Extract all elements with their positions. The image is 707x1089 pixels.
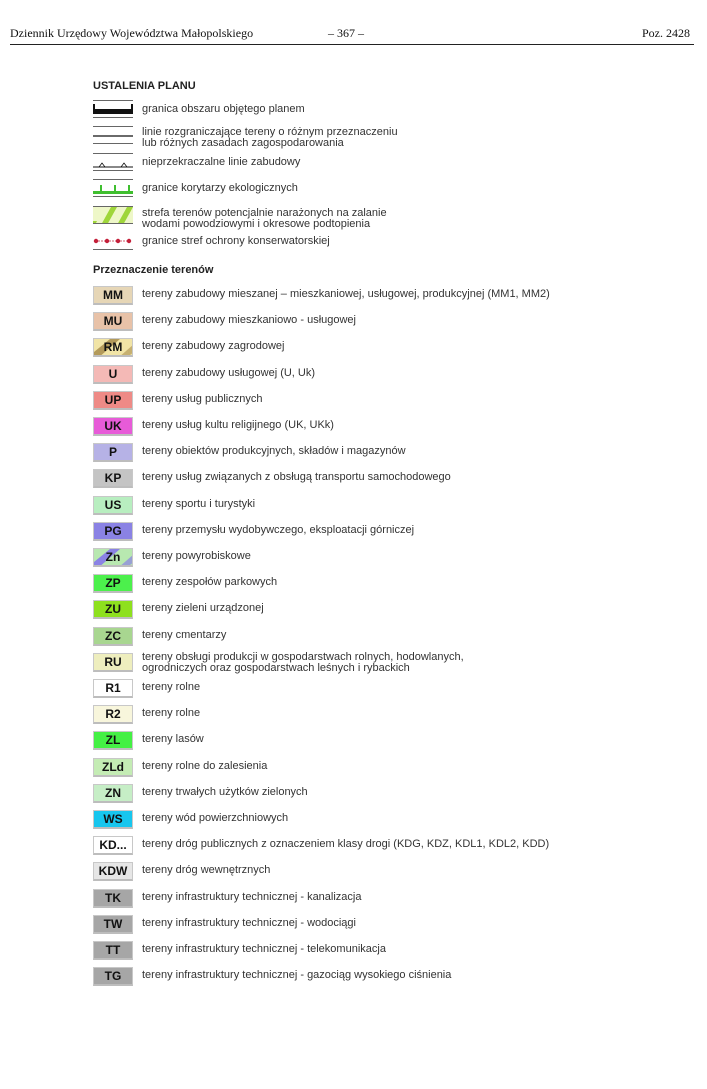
land-use-label: tereny zabudowy zagrodowej bbox=[142, 340, 285, 352]
land-use-label: tereny usług publicznych bbox=[142, 393, 263, 405]
land-use-code: ZL bbox=[105, 733, 121, 747]
land-use-code: PG bbox=[104, 524, 122, 538]
land-use-code: ZP bbox=[105, 576, 121, 590]
land-use-swatch bbox=[93, 836, 133, 855]
land-use-label: tereny dróg wewnętrznych bbox=[142, 864, 271, 876]
land-use-swatch bbox=[93, 679, 133, 698]
boundary-line-icon bbox=[93, 100, 133, 118]
land-use-code: R2 bbox=[105, 707, 121, 721]
plan-item-label: strefa terenów potencjalnie narażonych na zalanie bbox=[142, 207, 387, 219]
land-use-code: TG bbox=[104, 969, 122, 983]
land-use-code: ZC bbox=[105, 629, 121, 643]
land-use-swatch bbox=[93, 967, 133, 986]
land-use-swatch bbox=[93, 496, 133, 515]
land-use-code: ZN bbox=[105, 786, 121, 800]
land-use-code: ZLd bbox=[102, 760, 124, 774]
land-use-swatch bbox=[93, 338, 133, 357]
plan-item-label: nieprzekraczalne linie zabudowy bbox=[142, 156, 301, 168]
land-use-swatch bbox=[93, 417, 133, 436]
land-use-swatch bbox=[93, 312, 133, 331]
land-use-label: tereny infrastruktury technicznej - wodociągi bbox=[142, 917, 356, 929]
land-use-swatch bbox=[93, 889, 133, 908]
land-use-label: tereny zieleni urządzonej bbox=[142, 602, 264, 614]
land-use-swatch bbox=[93, 522, 133, 541]
conservation-zone-icon bbox=[93, 232, 133, 250]
land-use-code: KD... bbox=[99, 838, 127, 852]
land-use-label: tereny infrastruktury technicznej - telekomunikacja bbox=[142, 943, 386, 955]
plan-item-label: granica obszaru objętego planem bbox=[142, 103, 305, 115]
land-use-swatch bbox=[93, 391, 133, 410]
land-use-label: tereny przemysłu wydobywczego, eksploatacji górniczej bbox=[142, 524, 415, 536]
land-use-swatch bbox=[93, 574, 133, 593]
land-use-code: MU bbox=[103, 314, 123, 328]
land-use-code: P bbox=[108, 445, 117, 459]
land-use-code: US bbox=[104, 498, 122, 512]
land-use-swatch bbox=[93, 365, 133, 384]
flood-zone-icon bbox=[93, 206, 133, 224]
land-use-swatch bbox=[93, 810, 133, 829]
land-use-label: tereny obsługi produkcji w gospodarstwach rolnych, hodowlanych, bbox=[142, 651, 464, 663]
plan-item-label: linie rozgraniczające tereny o różnym przeznaczeniu bbox=[142, 126, 398, 138]
land-use-label: tereny trwałych użytków zielonych bbox=[142, 786, 308, 798]
position-number: Poz. 2428 bbox=[642, 26, 690, 40]
header-rule bbox=[10, 44, 694, 45]
land-use-label: tereny usług kultu religijnego (UK, UKk) bbox=[142, 419, 334, 431]
plan-item-label: granice korytarzy ekologicznych bbox=[142, 182, 298, 194]
land-use-label: tereny usług związanych z obsługą transportu samochodowego bbox=[142, 471, 451, 483]
land-use-label: tereny infrastruktury technicznej - gazociąg wysokiego ciśnienia bbox=[142, 969, 452, 981]
land-use-swatch bbox=[93, 784, 133, 803]
land-use-label-2: ogrodniczych oraz gospodarstwach leśnych i rybackich bbox=[142, 662, 410, 674]
land-use-swatch bbox=[93, 600, 133, 619]
land-use-code: WS bbox=[103, 812, 123, 826]
plan-item-label: granice stref ochrony konserwatorskiej bbox=[142, 235, 330, 247]
land-use-section-title: Przeznaczenie terenów bbox=[93, 264, 214, 276]
land-use-code: TT bbox=[105, 943, 121, 957]
land-use-label: tereny rolne bbox=[142, 681, 201, 693]
land-use-swatch bbox=[93, 469, 133, 488]
land-use-label: tereny sportu i turystyki bbox=[142, 498, 256, 510]
land-use-code: UP bbox=[104, 393, 122, 407]
land-use-code: KDW bbox=[98, 864, 128, 878]
land-use-label: tereny zespołów parkowych bbox=[142, 576, 278, 588]
land-use-swatch bbox=[93, 862, 133, 881]
land-use-swatch bbox=[93, 758, 133, 777]
land-use-swatch bbox=[93, 548, 133, 567]
land-use-label: tereny zabudowy usługowej (U, Uk) bbox=[142, 367, 316, 379]
land-use-label: tereny wód powierzchniowych bbox=[142, 812, 289, 824]
land-use-swatch bbox=[93, 653, 133, 672]
land-use-code: TW bbox=[103, 917, 123, 931]
land-use-label: tereny zabudowy mieszkaniowo - usługowej bbox=[142, 314, 356, 326]
page-header bbox=[10, 26, 692, 44]
land-use-label: tereny rolne bbox=[142, 707, 201, 719]
land-use-code: RM bbox=[103, 340, 123, 354]
demarcation-lines-icon bbox=[93, 126, 133, 144]
land-use-label: tereny infrastruktury technicznej - kanalizacja bbox=[142, 891, 362, 903]
land-use-label: tereny zabudowy mieszanej – mieszkaniowej, usługowej, produkcyjnej (MM1, MM2) bbox=[142, 288, 550, 300]
journal-title: Dziennik Urzędowy Województwa Małopolskiego bbox=[10, 26, 254, 40]
land-use-swatch bbox=[93, 915, 133, 934]
land-use-label: tereny rolne do zalesienia bbox=[142, 760, 268, 772]
land-use-code: RU bbox=[104, 655, 122, 669]
plan-section-title: USTALENIA PLANU bbox=[93, 80, 196, 92]
land-use-label: tereny dróg publicznych z oznaczeniem klasy drogi (KDG, KDZ, KDL1, KDL2, KDD) bbox=[142, 838, 550, 850]
land-use-swatch bbox=[93, 443, 133, 462]
land-use-code: R1 bbox=[105, 681, 121, 695]
land-use-code: TK bbox=[105, 891, 121, 905]
land-use-code: KP bbox=[104, 471, 122, 485]
land-use-label: tereny cmentarzy bbox=[142, 629, 227, 641]
page-number: – 367 – bbox=[328, 26, 364, 40]
plan-item-label-2: lub różnych zasadach zagospodarowania bbox=[142, 137, 344, 149]
land-use-label: tereny obiektów produkcyjnych, składów i magazynów bbox=[142, 445, 406, 457]
land-use-label: tereny lasów bbox=[142, 733, 204, 745]
ecological-corridor-icon bbox=[93, 179, 133, 197]
land-use-swatch bbox=[93, 286, 133, 305]
land-use-swatch bbox=[93, 705, 133, 724]
land-use-swatch bbox=[93, 627, 133, 646]
land-use-swatch bbox=[93, 731, 133, 750]
land-use-code: Zn bbox=[105, 550, 121, 564]
land-use-swatch bbox=[93, 941, 133, 960]
plan-item-label-2: wodami powodziowymi i okresowe podtopienia bbox=[142, 218, 371, 230]
land-use-label: tereny powyrobiskowe bbox=[142, 550, 251, 562]
land-use-code: U bbox=[108, 367, 118, 381]
land-use-code: ZU bbox=[105, 602, 121, 616]
land-use-code: MM bbox=[103, 288, 123, 302]
land-use-code: UK bbox=[104, 419, 122, 433]
building-line-icon bbox=[93, 153, 133, 171]
